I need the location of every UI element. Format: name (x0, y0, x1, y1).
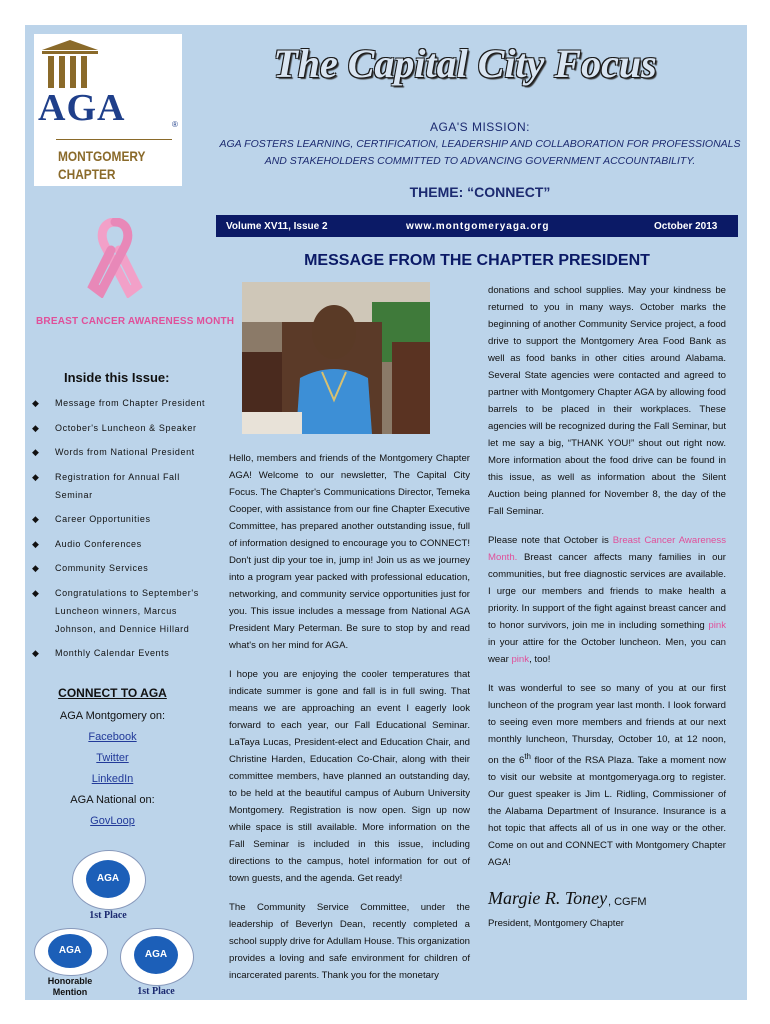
list-item: ◆ Registration for Annual Fall Seminar (30, 468, 220, 504)
award-caption: 1st Place (89, 910, 127, 921)
inside-this-issue-list (30, 394, 220, 669)
list-item: ◆ October's Luncheon & Speaker (30, 419, 220, 437)
connect-to-aga-section (40, 686, 185, 832)
website-link[interactable]: www.montgomeryaga.org (406, 221, 550, 232)
pink-highlight: pink (708, 620, 726, 631)
list-item: ◆ Words from National President (30, 443, 220, 461)
issue-date: October 2013 (654, 221, 718, 232)
inside-this-issue-box (30, 360, 220, 665)
list-item: ◆ Message from Chapter President (30, 394, 220, 412)
logo-aga-text: AGA (38, 87, 126, 129)
article-title: MESSAGE FROM THE CHAPTER PRESIDENT (304, 252, 650, 269)
aga-montgomery-on-label: AGA Montgomery on: (59, 710, 166, 722)
aga-montgomery-logo (34, 34, 182, 186)
inside-this-issue-title: Inside this Issue: (64, 370, 170, 385)
breast-cancer-awareness-label: BREAST CANCER AWARENESS MONTH (36, 316, 235, 327)
article-paragraph: Please note that October is Breast Cancer Awareness Month. Breast cancer affects many families in our communities, but free diagnostic services are available. I urge our members and friends to make health a priority. In support of the fight against breast cancer and to honor survivors, join me in including something pink in your attire for the October luncheon. Men, you can wear pink, too! (488, 535, 726, 665)
facebook-link[interactable]: Facebook (88, 731, 137, 743)
article-paragraph: It was wonderful to see so many of you at our first luncheon of the program year last month. I look forward to seeing even more members and friends at our next monthly luncheon, Thursday, October 10, at 12 noon, on the 6th floor of the RSA Plaza. Take a moment now to visit our website at montgomeryaga.org to register. Our guest speaker is Jim L. Ridling, Commissioner of the Alabama Department of Insurance. Insurance is a hot topic that affects all of us in one way or the other. Come on out and CONNECT with Montgomery Chapter AGA! (488, 683, 726, 869)
mission-statement (200, 136, 760, 170)
aga-seal-icon: AGA (134, 936, 178, 974)
diamond-bullet-icon: ◆ (32, 648, 40, 658)
list-item: ◆ Community Services (30, 559, 220, 577)
article-column-1 (229, 450, 470, 996)
list-item: ◆ Audio Conferences (30, 535, 220, 553)
diamond-bullet-icon: ◆ (32, 514, 40, 524)
signature-credential: , CGFM (608, 896, 647, 908)
logo-chapter-line2: CHAPTER (58, 166, 116, 182)
logo-chapter-line1: MONTGOMERY (58, 148, 146, 164)
diamond-bullet-icon: ◆ (32, 447, 40, 457)
mission-line2: AND STAKEHOLDERS COMMITTED TO ADVANCING GOVERNMENT ACCOUNTABILITY. (264, 155, 696, 167)
award-caption: 1st Place (137, 986, 175, 997)
logo-divider (56, 139, 172, 140)
president-photo (242, 282, 430, 434)
issue-volume: Volume XV11, Issue 2 (226, 221, 328, 232)
issue-info-bar (216, 215, 738, 237)
list-item: ◆ Congratulations to September's Luncheon winners, Marcus Johnson, and Dennice Hillard (30, 584, 220, 638)
theme-heading: THEME: “CONNECT” (409, 184, 551, 200)
article-paragraph: Hello, members and friends of the Montgomery Chapter AGA! Welcome to our newsletter, The Capital City Focus. The Chapter's Communications Director, Temeka Cooper, with assistance from our fine Chapter Executive Committee, has prepared another outstanding issue, full of information designed to encourage you to CONNECT! Don't just dip your toe in, jump in! Join us as we journey into a program year packed with professional education, networking, and community service opportunities just for you. This issue includes a message from National AGA President Mary Peterman. Be sure to stop by and read what's on her mind for AGA. (229, 453, 470, 651)
pink-ribbon-icon (85, 218, 145, 298)
mission-heading: AGA'S MISSION: (430, 120, 530, 134)
award-caption: Honorable Mention (47, 976, 93, 997)
connect-heading: CONNECT TO AGA (58, 686, 167, 700)
pink-highlight: Breast Cancer Awareness Month. (488, 535, 726, 563)
columns-icon (40, 40, 100, 90)
newsletter-title: The Capital City Focus (273, 41, 657, 86)
signature-title: President, Montgomery Chapter (488, 918, 624, 929)
aga-national-on-label: AGA National on: (70, 794, 155, 806)
logo-registered-mark: ® (172, 120, 178, 129)
diamond-bullet-icon: ◆ (32, 587, 40, 598)
linkedin-link[interactable]: LinkedIn (91, 773, 134, 785)
president-signature: Margie R. Toney (488, 888, 608, 908)
aga-seal-icon: AGA (48, 934, 92, 968)
twitter-link[interactable]: Twitter (96, 752, 129, 764)
article-paragraph: donations and school supplies. May your kindness be returned to you in many ways. October marks the beginning of another Community Service project, a food drive to support the Montgomery Area Food Bank as well as food banks in other cities around Alabama. Several State agencies were contacted and agreed to partner with Montgomery Chapter AGA by allowing food barrels to be placed in their workplaces. These agencies will be recognized during the Fall Seminar, but let me say a big, “THANK YOU!” shout out right now. More information about the food drive can be found in this issue, as well as information about the Silent Auction being planned for November 8, the day of the Fall Seminar. (488, 285, 726, 517)
article-paragraph: I hope you are enjoying the cooler temperatures that indicate summer is gone and fall is in full swing. That means we are approaching an event I eagerly look forward to each year, our Fall Educational Seminar. LaTaya Lucas, President-elect and Education Chair, and Christine Harden, Education Co-Chair, along with their committee members, have planned an outstanding day, to be held at the beautiful campus of Auburn University Montgomery. Registration is now open. Sign up now while space is still available. More information on the Fall Seminar is included in this issue, including directions to the campus, hotel information for out of town guests, and the agenda. Get ready! (229, 669, 470, 884)
govloop-link[interactable]: GovLoop (90, 815, 135, 827)
diamond-bullet-icon: ◆ (32, 471, 40, 482)
article-paragraph: The Community Service Committee, under the leadership of Beverlyn Dean, recently completed a school supply drive for Adullam House. This organization provides a loving and safe environment for children of incarcerated parents. Thank you for the monetary (229, 902, 470, 981)
diamond-bullet-icon: ◆ (32, 422, 40, 433)
diamond-bullet-icon: ◆ (32, 398, 40, 408)
portrait-image (242, 282, 430, 434)
diamond-bullet-icon: ◆ (32, 538, 40, 549)
article-column-2 (488, 282, 726, 883)
award-badge (34, 928, 108, 1000)
award-badge (120, 928, 194, 1000)
diamond-bullet-icon: ◆ (32, 563, 40, 573)
aga-seal-icon: AGA (86, 860, 130, 898)
mission-line1: AGA FOSTERS LEARNING, CERTIFICATION, LEADERSHIP AND COLLABORATION FOR PROFESSIONALS (219, 138, 741, 150)
list-item: ◆ Monthly Calendar Events (30, 644, 220, 662)
pink-highlight: pink (511, 654, 530, 665)
award-badge (72, 850, 146, 924)
list-item: ◆ Career Opportunities (30, 510, 220, 528)
